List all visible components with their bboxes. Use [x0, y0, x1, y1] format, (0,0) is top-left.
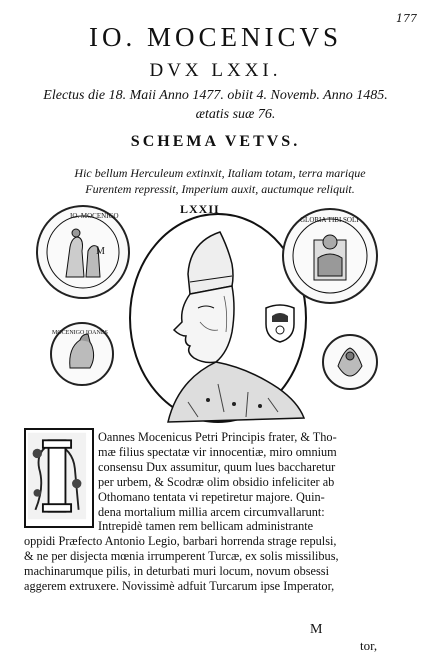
dates-line: Electus die 18. Maii Anno 1477. obiit 4. Novemb. Anno 1485.	[43, 88, 388, 103]
catchword: tor,	[360, 638, 378, 653]
epigraph-line-1: Hic bellum Herculeum extinxit, Italiam totam, terra marique	[74, 166, 366, 180]
page-title: IO. MOCENICVS	[88, 22, 342, 52]
body-line: per urbem, & Scodræ olim obsidio infeliciter ab	[98, 474, 335, 489]
body-line: Oannes Mocenicus Petri Principis frater, & Tho-	[98, 430, 337, 444]
body-line: Othomano tentata vi repetiretur majore. Quin-	[98, 489, 325, 504]
medal-top-right-legend: GLORIA TIBI SOLI	[300, 216, 359, 224]
coat-of-arms	[262, 302, 298, 344]
page-subtitle: DVX LXXI.	[149, 60, 282, 81]
body-line: machinarumque pilis, in deturbati muri locum, novum obsessi	[24, 564, 329, 579]
signature-mark: M	[310, 622, 323, 637]
body-line: dena mortalium millia arcem circumvallarunt:	[98, 504, 325, 519]
epigraph-line-2: Furentem repressit, Imperium auxit, auctumque reliquit.	[85, 182, 355, 196]
schema-heading: SCHEMA VETVS.	[130, 133, 301, 150]
medal-bottom-right	[322, 334, 378, 390]
body-line: aggerem extruxere. Novissimè adfuit Turcarum ipse Imperator,	[24, 579, 335, 594]
body-line: & ne per disjecta mœnia irrumperent Turcæ, ex solis missilibus,	[24, 549, 339, 564]
age-line: ætatis suæ 76.	[195, 107, 276, 122]
body-line: mæ filius spectatæ vir innocentiæ, miro omnium	[98, 444, 337, 459]
medal-top-left-legend: IO. MOCENIGO	[70, 212, 119, 220]
page-number: 177	[396, 12, 417, 25]
body-text	[24, 430, 409, 594]
body-line: Intrepidè tamen rem bellicam administrante	[98, 519, 314, 534]
body-line: consensu Dux assumitur, quum lues baccharetur	[98, 459, 336, 474]
medal-top-left-letter: M	[96, 246, 105, 257]
body-line: oppidi Præfecto Antonio Legio, barbari horrenda strage repulsi,	[24, 534, 337, 549]
medal-bottom-left-legend: MOCENIGO IOANES	[52, 330, 108, 336]
portrait-number: LXXII	[180, 202, 220, 216]
